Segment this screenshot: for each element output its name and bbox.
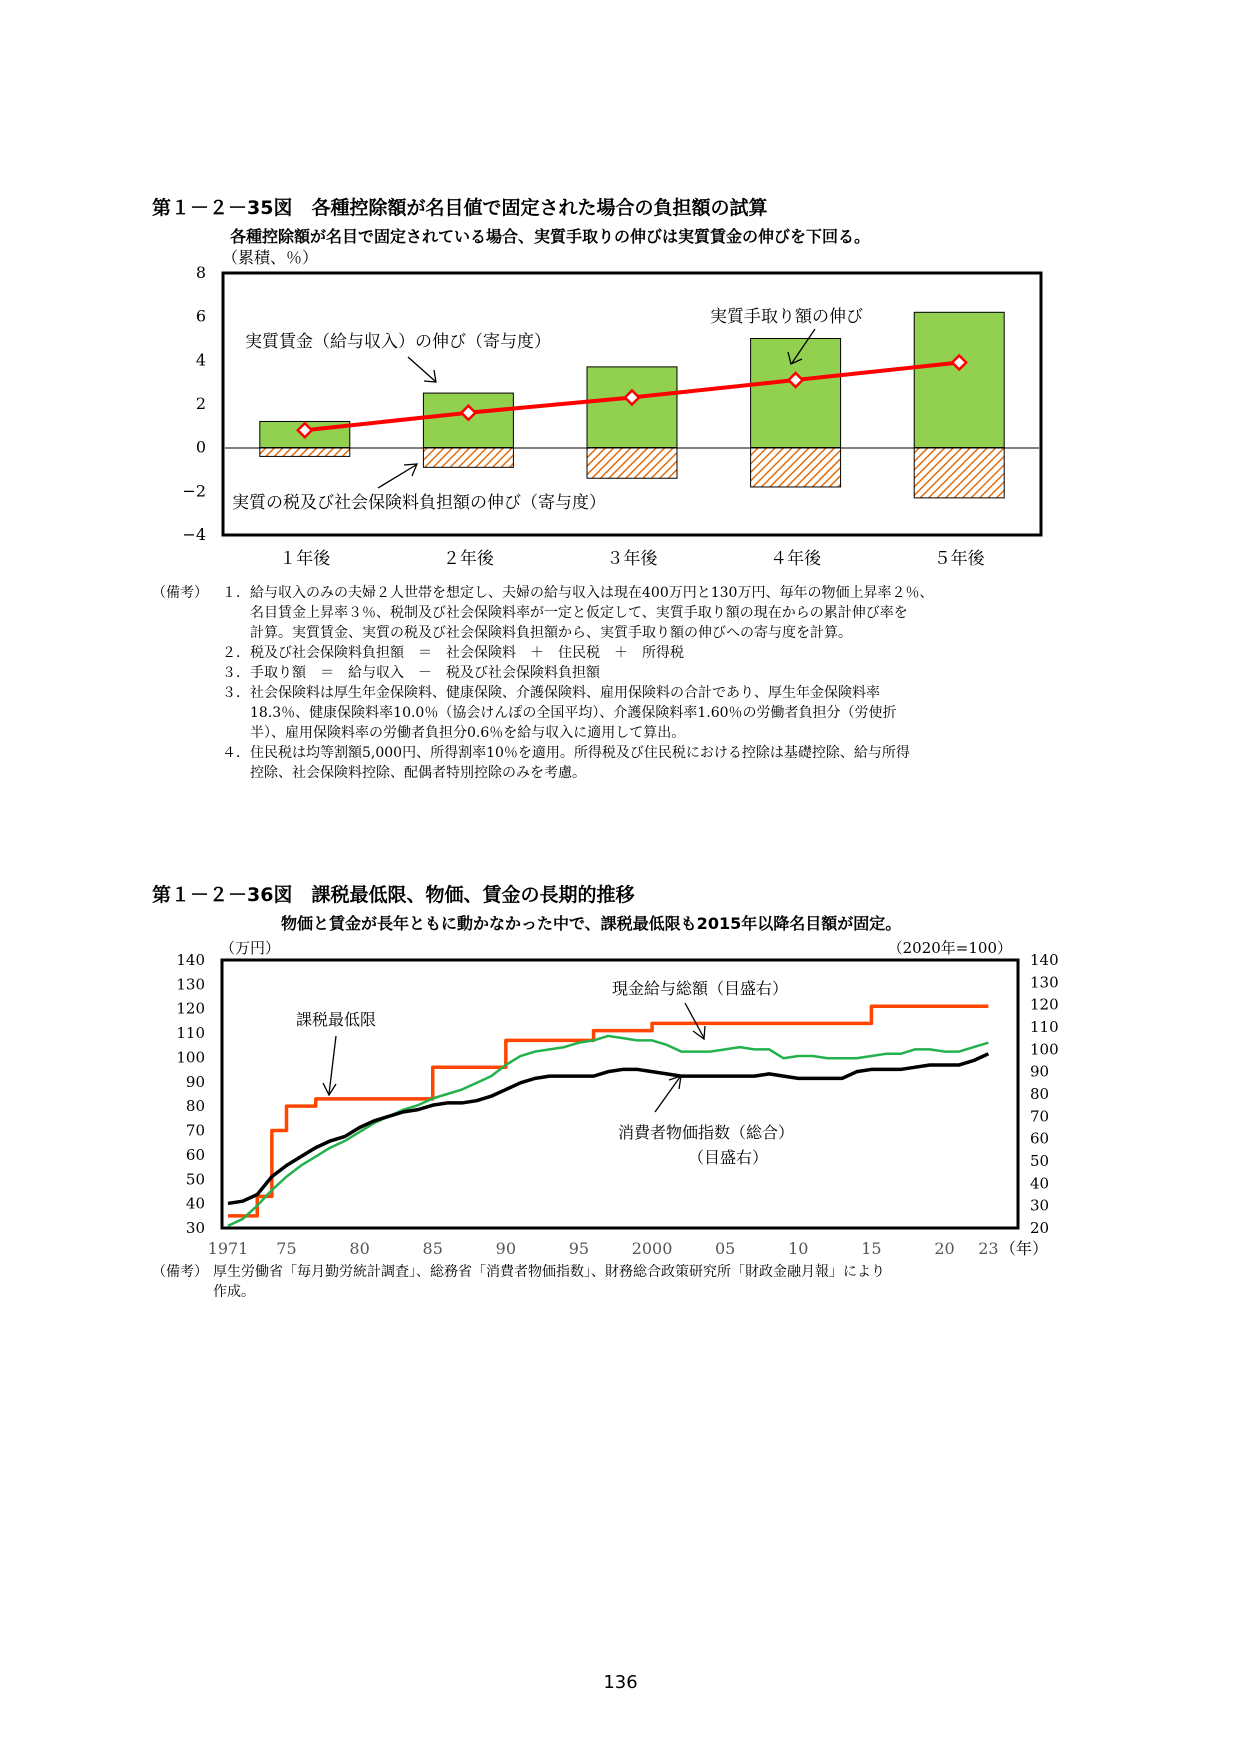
chart-36-y-tick-right: 40 (1030, 1174, 1050, 1193)
chart-36-ylabel-right: （2020年=100） (887, 939, 1012, 957)
chart-36-series-wage (228, 1036, 988, 1226)
note-line: 計算。実質賃金、実質の税及び社会保険料負担額から、実質手取り額の伸びへの寄与度を計算。 (222, 625, 852, 641)
chart-36-y-tick-left: 140 (176, 951, 205, 969)
chart-35-x-ticks (279, 548, 985, 569)
chart-35-bar-tax (423, 448, 513, 468)
chart-36-y-tick-left: 30 (185, 1219, 205, 1237)
chart-36 (150, 935, 1080, 1265)
chart-36-y-tick-left: 70 (185, 1121, 205, 1140)
chart-35-ylabel: （累積、％） (222, 248, 319, 267)
chart-36-x-unit: （年） (999, 1239, 1048, 1258)
chart-36-y-tick-right: 100 (1030, 1040, 1059, 1059)
chart-35-x-tick-label: ４年後 (770, 549, 822, 569)
chart-35-arrow-wage (408, 357, 435, 381)
chart-36-y-tick-left: 110 (176, 1024, 205, 1043)
chart-36-y-tick-right: 120 (1030, 995, 1059, 1014)
chart-35-y-tick-label: −4 (182, 525, 206, 544)
chart-35-y-tick-label: 6 (195, 306, 206, 326)
chart-36-y-tick-left: 120 (176, 999, 205, 1018)
chart-35-bar-wage (751, 339, 841, 448)
figure-36-title: 第１－２－36図 課税最低限、物価、賃金の長期的推移 (152, 884, 635, 906)
note-line: 控除、社会保険料控除、配偶者特別控除のみを考慮。 (222, 765, 586, 781)
chart-36-x-tick-label: 80 (349, 1239, 370, 1258)
chart-36-x-tick-label: 2000 (631, 1239, 673, 1258)
chart-36-y-ticks-right (1030, 951, 1059, 1237)
chart-36-y-tick-right: 50 (1030, 1152, 1050, 1170)
chart-36-frame (222, 960, 1018, 1228)
chart-36-ylabel-left: （万円） (220, 939, 281, 957)
chart-36-arrow-cpi (655, 1077, 680, 1112)
note-line: ３．社会保険料は厚生年金保険料、健康保険、介護保険料、雇用保険料の合計であり、厚生年金保険料率 (222, 685, 880, 701)
figure-35-subtitle: 各種控除額が名目で固定されている場合、実質手取りの伸びは実質賃金の伸びを下回る。 (230, 227, 871, 246)
figure-36-notes-label: （備考） (152, 1264, 208, 1280)
chart-35-y-ticks (182, 263, 206, 544)
note-line: 18.3％、健康保険料率10.0％（協会けんぽの全国平均）、介護保険料率1.60％の労働者負担分（労使折 (222, 705, 897, 721)
note-line: ３．手取り額 ＝ 給与収入 － 税及び社会保険料負担額 (222, 665, 600, 681)
chart-36-annotation-cpi-axis: （目盛右） (688, 1148, 769, 1167)
chart-36-x-tick-label: 75 (276, 1239, 297, 1258)
chart-36-y-tick-left: 50 (185, 1170, 205, 1189)
chart-36-y-tick-right: 60 (1030, 1129, 1050, 1148)
chart-35-bar-wage (914, 312, 1004, 447)
chart-36-y-tick-left: 90 (185, 1072, 205, 1091)
chart-36-x-tick-label: 20 (934, 1239, 955, 1258)
chart-36-y-tick-right: 140 (1030, 951, 1059, 969)
note-line: 半）、雇用保険料率の労働者負担分0.6％を給与収入に適用して算出。 (222, 725, 686, 741)
chart-36-y-tick-left: 100 (176, 1048, 205, 1067)
page-number: 136 (603, 1672, 638, 1693)
chart-35-y-tick-label: 4 (195, 350, 206, 370)
chart-36-y-tick-right: 90 (1030, 1062, 1050, 1081)
figure-36-subtitle: 物価と賃金が長年ともに動かなかった中で、課税最低限も2015年以降名目額が固定。 (281, 914, 902, 933)
chart-36-y-tick-right: 70 (1030, 1107, 1050, 1126)
chart-36-x-tick-label: 23 (978, 1239, 999, 1258)
chart-36-x-tick-label: 90 (495, 1239, 517, 1258)
chart-36-annotation-cpi: 消費者物価指数（総合） (618, 1123, 795, 1142)
chart-35-bar-tax (751, 448, 841, 487)
chart-35-y-tick-label: 0 (195, 437, 206, 457)
note-line: ２．税及び社会保険料負担額 ＝ 社会保険料 ＋ 住民税 ＋ 所得税 (222, 645, 684, 661)
note-line: 名目賃金上昇率３％、税制及び社会保険料率が一定と仮定して、実質手取り額の現在からの累計伸び率を (222, 605, 908, 621)
figure-35-notes-label: （備考） (152, 585, 208, 601)
chart-36-x-tick-label: 10 (788, 1239, 809, 1258)
chart-35 (150, 248, 1080, 578)
chart-36-y-tick-left: 130 (176, 975, 205, 994)
note-line: ４．住民税は均等割額5,000円、所得割率10％を適用。所得税及び住民税における控除は基礎控除、給与所得 (222, 745, 910, 761)
chart-36-series-tax-minimum (228, 1006, 988, 1216)
chart-36-x-tick-label: 85 (422, 1239, 443, 1258)
chart-35-y-tick-label: 8 (195, 263, 206, 282)
chart-36-annotation-taxmin: 課税最低限 (296, 1010, 377, 1029)
figure-36-notes (213, 1262, 885, 1302)
chart-35-bar-tax (260, 448, 350, 457)
note-line: 厚生労働省「毎月勤労統計調査」、総務省「消費者物価指数」、財務総合政策研究所「財政金融月報」により (213, 1264, 885, 1280)
chart-36-y-tick-right: 20 (1030, 1219, 1050, 1237)
figure-35-notes (222, 583, 933, 783)
chart-36-y-tick-right: 130 (1030, 973, 1059, 992)
chart-35-x-tick-label: １年後 (279, 549, 331, 569)
chart-35-y-tick-label: −2 (182, 481, 206, 501)
chart-36-lines (228, 1006, 988, 1225)
chart-36-y-tick-right: 30 (1030, 1196, 1050, 1215)
chart-36-y-tick-right: 110 (1030, 1018, 1059, 1036)
figure-35-title: 第１－２－35図 各種控除額が名目値で固定された場合の負担額の試算 (152, 197, 768, 219)
chart-36-x-tick-label: 95 (568, 1239, 590, 1258)
chart-36-annotation-wage: 現金給与総額（目盛右） (612, 979, 789, 998)
chart-35-bar-wage (587, 367, 677, 448)
chart-35-annotation-wage: 実質賃金（給与収入）の伸び（寄与度） (245, 332, 551, 352)
chart-35-bar-tax (914, 448, 1004, 498)
chart-35-x-tick-label: ３年後 (606, 549, 658, 569)
chart-36-y-ticks-left (176, 951, 205, 1237)
chart-36-x-tick-label: 15 (861, 1239, 882, 1258)
chart-36-y-tick-left: 60 (185, 1145, 205, 1164)
chart-35-x-tick-label: ５年後 (933, 549, 985, 569)
chart-36-y-tick-left: 40 (185, 1194, 205, 1213)
chart-36-x-tick-label: 05 (714, 1239, 736, 1258)
note-line: １．給与収入のみの夫婦２人世帯を想定し、夫婦の給与収入は現在400万円と130万円、毎年の物価上昇率２％、 (222, 585, 934, 601)
chart-36-y-tick-left: 80 (185, 1097, 205, 1116)
chart-35-x-tick-label: ２年後 (442, 549, 494, 569)
chart-35-arrow-tax (378, 465, 416, 488)
chart-35-annotation-tax: 実質の税及び社会保険料負担額の伸び（寄与度） (232, 493, 606, 513)
chart-36-y-tick-right: 80 (1030, 1085, 1050, 1103)
chart-36-x-ticks (208, 1239, 999, 1258)
chart-35-bar-tax (587, 448, 677, 479)
chart-36-series-cpi (228, 1054, 988, 1204)
chart-36-x-tick-label: 1971 (207, 1239, 249, 1258)
note-line: 作成。 (213, 1284, 255, 1300)
chart-35-annotation-takehome: 実質手取り額の伸び (710, 307, 863, 327)
chart-35-y-tick-label: 2 (195, 394, 206, 413)
